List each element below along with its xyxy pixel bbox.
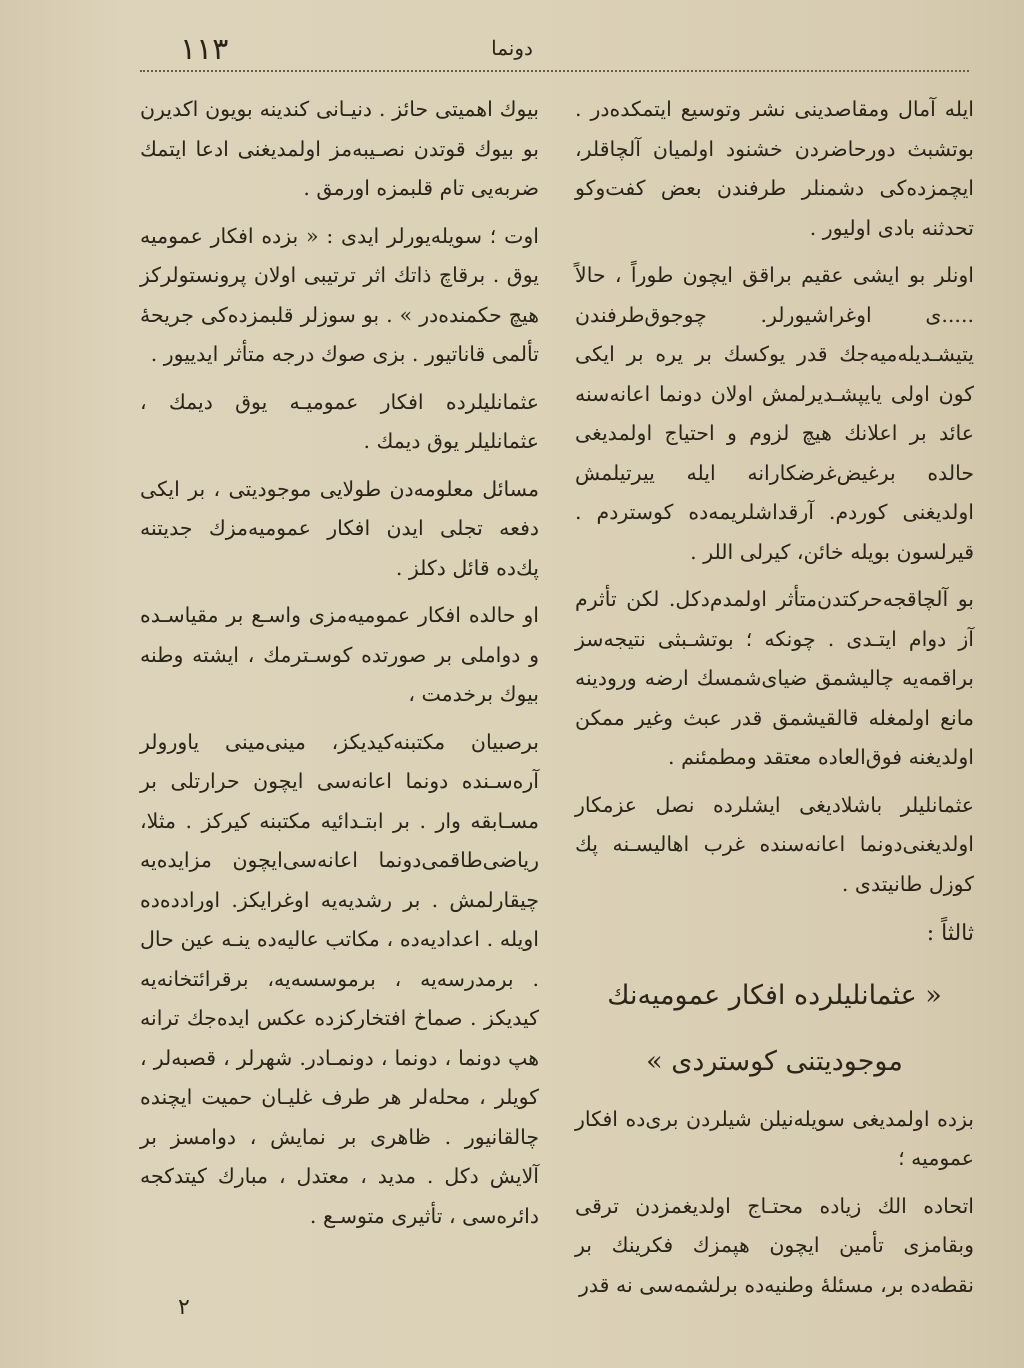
section-label: ثالثاً : bbox=[926, 921, 974, 946]
paragraph: بو آلچاقجه‌حرکتدن‌متأثر اولمدم‌دکل. لکن تأثرم آز دوام ایتـدی . چونکه ؛ بوتشـبثی نتیجه‌سز براقمه‌یه چالیشمق ضیای‌شمسك ارضه ورودینه مانع اولمغله قالقیشمق قدر عبث وغیر ممکن اولدیغنه فوق‌العاده معتقد ومطمئنم . bbox=[575, 587, 974, 769]
paragraph: عثمانلیلرده افکار عمومیـه یوق دیمك ، عثمانلیلر یوق دیمك . bbox=[140, 389, 539, 453]
text-columns bbox=[140, 90, 974, 1318]
right-column bbox=[575, 90, 974, 1318]
paragraph: ایله آمال ومقاصدینی نشر وتوسیع ایتمکده‌در . بوتشبث دورحاضردن خشنود اولمیان آلچاقلر، ایچمزده‌کی دشمنلر طرفندن بعض کفت‌وکو تحدثنه بادی اولیور . bbox=[575, 97, 974, 240]
header-rule bbox=[140, 70, 969, 72]
paragraph: او حالده افکار عمومیه‌مزی واسـع بر مقیاسـده و دواملی بر صورتده کوسـترمك ، ایشته وطنه بیوك برخدمت ، bbox=[140, 603, 539, 706]
page-number: ۱۱۳ bbox=[180, 32, 229, 67]
paragraph: اتحاده الك زیاده محتـاج اولدیغمزدن ترقی وبقامزی تأمین ایچون هپمزك فکرینك بر نقطه‌ده بر، مسئلهٔ وطنیه‌ده برلشمه‌سی نه قدر bbox=[575, 1193, 974, 1297]
section-heading-line-1: « عثمانلیلرده افکار عمومیه‌نك bbox=[607, 979, 942, 1011]
paragraph: مسائل معلومه‌دن طولایی موجودیتی ، بر ایکی دفعه تجلی ایدن افکار عمومیه‌مزك جدیتنه پك‌ده قائل دکلز . bbox=[140, 476, 539, 580]
paragraph: اوت ؛ سویله‌یورلر ایدی : « بزده افکار عمومیه یوق . برقاچ ذاتك اثر ترتیبی اولان پرونستولرکز هیچ حکمنده‌در » . بو سوزلر قلبمزده‌کی جریحهٔ تألمی قاناتیور . بزی صوك درجه متأثر ایدییور . bbox=[140, 223, 539, 366]
paragraph: برصبیان مکتبنه‌کیدیکز، مینی‌مینی یاورولر آره‌سـنده دونما اعانه‌سی ایچون حرارتلی بر مسـابقه وار . بر ابتـدائیه مکتبنه کیرکز . مثلا، ریاضی‌طاقمی‌دونما اعانه‌سی‌ایچون مزایده‌یه چیقارلمش . بر رشدیه‌یه اوغرایکز. اورادده‌ده اویله . اعدادیه‌ده ، مکاتب عالیه‌ده ینـه عین حال . برمدرسه‌یه ، برموسسه‌یه، برقرائتخانه‌یه کیدیکز . صماخ افتخارکزده عکس ایده‌جك ترانه هپ دونما ، دونما ، دونمـادر. شهرلر ، قصبه‌لر ، کویلر ، محله‌لر هر طرف غلیـان حمیت ایچنده چالقانیور . ظاهری بر نمایش ، دوامسز بر آلایش دکل . مدید ، معتدل ، مبارك کیتدکجه دائره‌سی ، تأثیری متوسـع . bbox=[140, 729, 539, 1228]
running-title: دونما bbox=[491, 36, 533, 60]
paragraph: بیوك اهمیتی حائز . دنیـانی کندینه بویون اکدیرن بو بیوك قوتدن نصـیبه‌مز اولمدیغنی ادعا ایتمك ضربه‌یی تام قلبمزه اورمق . bbox=[140, 97, 539, 200]
page-header bbox=[120, 22, 904, 72]
section-heading-line-2: موجودیتنی کوستردی » bbox=[646, 1045, 903, 1077]
signature-mark: ۲ bbox=[178, 1295, 190, 1320]
paragraph: بزده اولمدیغی سویله‌نیلن شیلردن بری‌ده افکار عمومیه ؛ bbox=[575, 1106, 974, 1170]
paragraph: عثمانلیلر باشلادیغی ایشلرده نصل عزمکار اولدیغنی‌دونما اعانه‌سنده غرب اهالیسـنه پك کوزل طانیتدی . bbox=[575, 792, 974, 896]
paragraph: اونلر بو ایشی عقیم براقق ایچون طوراً ، حالاً .....ی اوغراشیورلر. چوجوق‌طرفندن یتیشـدیله‌میه‌جك قدر یوکسك بر یره بر ایکی کون اولی یایپشـدیرلمش اولان دونما اعانه‌سنه عائد بر اعلانك هیچ لزوم و احتیاج اولمدیغی حالده برغیض‌غرضکارانه ایله ییرتیلمش اولدیغنی کوردم. آرقداشلریمه‌ده کوستردم . قیرلسون بویله خائن، کیرلی اللر . bbox=[575, 263, 974, 564]
left-column bbox=[140, 90, 539, 1318]
